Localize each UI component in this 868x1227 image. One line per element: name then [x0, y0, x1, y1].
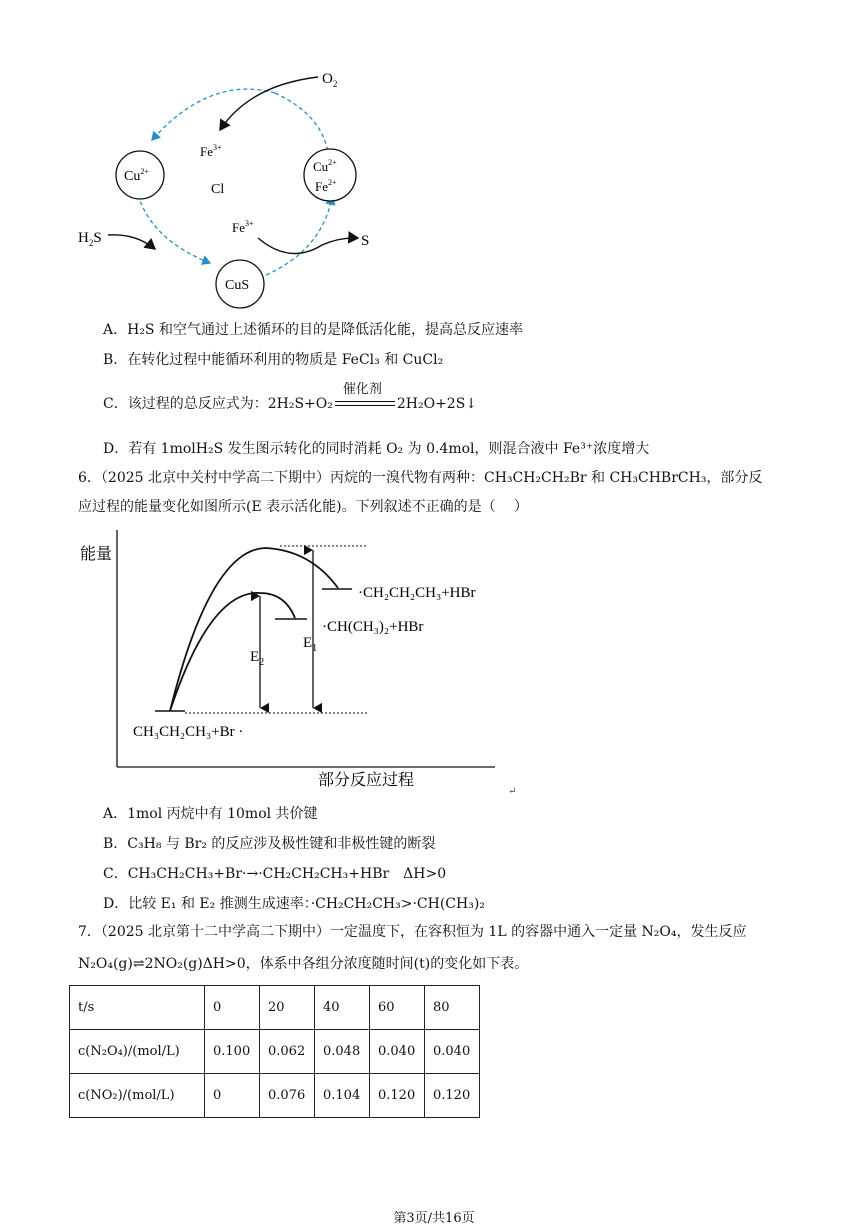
o2-label: $O_2$ — [322, 71, 338, 89]
catalyst-equation-sign — [333, 382, 397, 413]
curve-2 — [170, 593, 295, 711]
cl-label: Cl — [211, 182, 225, 197]
stray-mark: ↵ — [508, 786, 517, 797]
q6-option-c: C．CH₃CH₂CH₃+Br·→·CH₂CH₂CH₃+HBr ΔH>0 — [103, 866, 447, 882]
e2-label: $E_2$ — [250, 649, 265, 668]
cu-fe-circle — [304, 149, 356, 201]
table-row — [70, 1030, 480, 1074]
q7-stem-line2: N₂O₄(g)⇌2NO₂(g)ΔH>0，体系中各组分浓度随时间(t)的变化如下表。 — [78, 956, 529, 972]
table-cell: c(N₂O₄)/(mol/L) — [70, 1030, 205, 1074]
table-cell: 0 — [205, 1074, 260, 1118]
cus-label: CuS — [225, 278, 250, 293]
q5-option-a: A．H₂S 和空气通过上述循环的目的是降低活化能，提高总反应速率 — [103, 322, 523, 338]
table-cell: 0.040 — [425, 1030, 480, 1074]
table-row — [70, 986, 480, 1030]
table-cell: 0 — [205, 986, 260, 1030]
table-cell: 20 — [260, 986, 315, 1030]
fe3-top-label: $Fe^{3+}$ — [200, 143, 222, 159]
s-label: S — [361, 233, 370, 249]
table-cell: c(NO₂)/(mol/L) — [70, 1074, 205, 1118]
q5-option-d: D．若有 1molH₂S 发生图示转化的同时消耗 O₂ 为 0.4mol，则混合液中 Fe³⁺浓度增大 — [103, 441, 650, 457]
cycle-arc-top-right — [275, 93, 328, 153]
table-cell: 0.040 — [370, 1030, 425, 1074]
q5-option-c-suffix: 2H₂O+2S↓ — [396, 396, 478, 412]
table-cell: 60 — [370, 986, 425, 1030]
cycle-diagram — [60, 55, 390, 320]
reactant-label: CH₃CH₂CH₃+Br · — [133, 724, 244, 740]
table-cell: 80 — [425, 986, 480, 1030]
table-cell: 40 — [315, 986, 370, 1030]
cycle-arc-bottom-right — [266, 197, 332, 275]
table-cell: 0.062 — [260, 1030, 315, 1074]
table-cell: 0.048 — [315, 1030, 370, 1074]
catalyst-label: 催化剂 — [342, 382, 382, 397]
fe3-bottom-label: $Fe^{3+}$ — [232, 219, 254, 235]
x-axis-label: 部分反应过程 — [318, 770, 415, 789]
table-cell: t/s — [70, 986, 205, 1030]
q5-option-b: B．在转化过程中能循环利用的物质是 FeCl₃ 和 CuCl₂ — [103, 352, 444, 368]
q6-stem-line1: 6．（2025 北京中关村中学高二下期中）丙烷的一溴代物有两种：CH₃CH₂CH₂Br 和 CH₃CHBrCH₃，部分反 — [78, 470, 763, 486]
h2s-arrow — [108, 235, 155, 249]
q5-option-c-prefix: C．该过程的总反应式为：2H₂S+O₂ — [103, 396, 333, 412]
q6-option-d: D．比较 E₁ 和 E₂ 推测生成速率：·CH₂CH₂CH₃>·CH(CH₃)₂ — [103, 896, 485, 912]
table-cell: 0.120 — [370, 1074, 425, 1118]
table-cell: 0.120 — [425, 1074, 480, 1118]
e1-label: $E_1$ — [303, 635, 318, 654]
cycle-arc-left — [138, 195, 210, 263]
q7-stem-line1: 7．（2025 北京第十二中学高二下期中）一定温度下，在容积恒为 1L 的容器中通入一定量 N₂O₄，发生反应 — [78, 924, 747, 940]
y-axis-label: 能量 — [80, 544, 113, 563]
page-footer: 第3页/共16页 — [393, 1211, 475, 1226]
table-cell: 0.100 — [205, 1030, 260, 1074]
q6-option-b: B．C₃H₈ 与 Br₂ 的反应涉及极性键和非极性键的断裂 — [103, 836, 436, 852]
table-cell: 0.104 — [315, 1074, 370, 1118]
q6-stem-line2: 应过程的能量变化如图所示(E 表示活化能)。下列叙述不正确的是（ ） — [78, 499, 529, 515]
energy-diagram — [70, 530, 530, 795]
q5-option-c — [103, 382, 478, 413]
table-row — [70, 1074, 480, 1118]
product2-label: ·CH(CH₃)₂+HBr — [322, 619, 424, 635]
product1-label: ·CH₂CH₂CH₃+HBr — [358, 585, 476, 601]
table-cell: 0.076 — [260, 1074, 315, 1118]
cu-fe-label-1: $Cu^{2+}$ — [313, 158, 337, 174]
cu-fe-label-2: $Fe^{2+}$ — [315, 178, 337, 194]
q6-option-a: A．1mol 丙烷中有 10mol 共价键 — [103, 806, 318, 822]
cu2-label: $Cu^{2+}$ — [124, 167, 149, 184]
cycle-arc-top-left — [152, 89, 275, 140]
o2-arrow — [220, 77, 318, 130]
concentration-table — [69, 985, 480, 1118]
h2s-label: $H_2S$ — [78, 230, 102, 248]
